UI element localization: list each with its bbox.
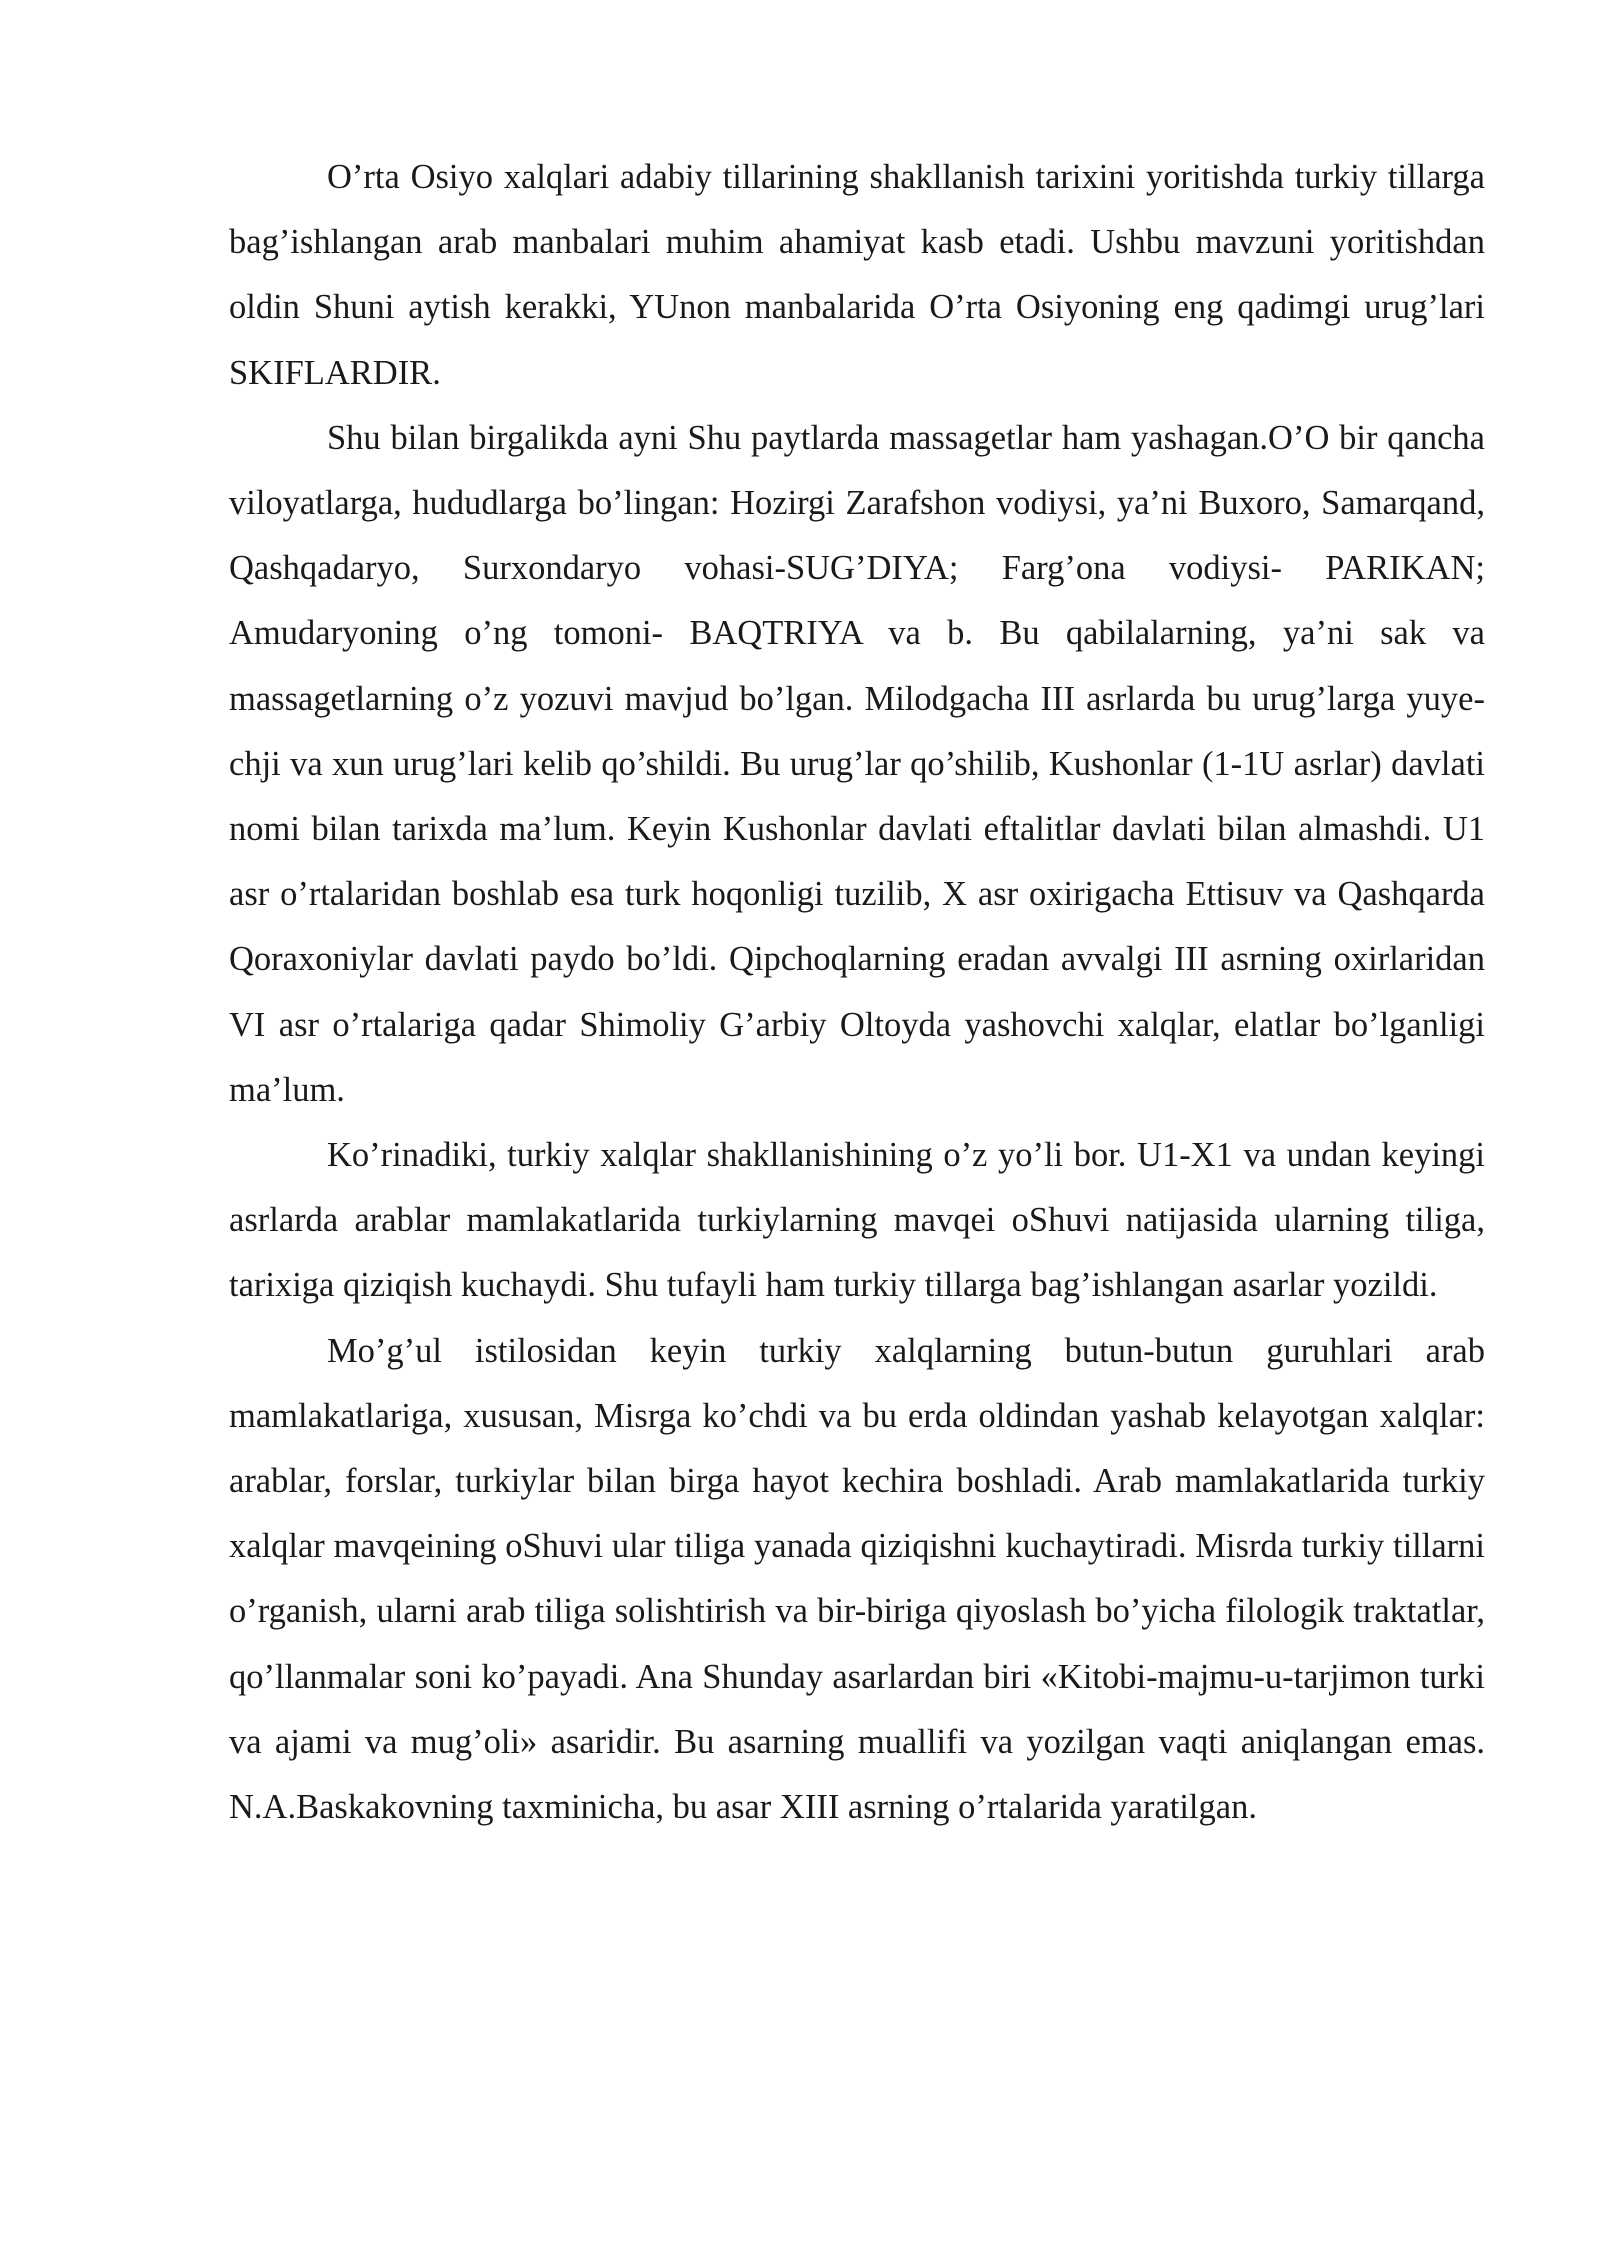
paragraph-1: O’rta Osiyo xalqlari adabiy tillarining shakllanish tarixini yoritishda turkiy tillarga bag’ishlangan arab manbalari muhim ahamiyat kasb etadi. Ushbu mavzuni yoritishdan oldin Shuni aytish kerakki, YUnon manbalarida O’rta Osiyoning eng qadimgi urug’lari SKIFLARDIR.	[229, 158, 1485, 392]
paragraph-3: Ko’rinadiki, turkiy xalqlar shakllanishining o’z yo’li bor. U1-X1 va undan keyingi asrlarda arablar mamlakatlarida turkiylarning mavqei oShuvi natijasida ularning tiliga, tarixiga qiziqish kuchaydi. Shu tufayli ham turkiy tillarga bag’ishlangan asarlar yozildi.	[229, 1136, 1485, 1305]
document-body	[229, 145, 1485, 1840]
paragraph-4: Mo’g’ul istilosidan keyin turkiy xalqlarning butun-butun guruhlari arab mamlakatlariga, xususan, Misrga ko’chdi va bu erda oldindan yashab kelayotgan xalqlar: arablar, forslar, turkiylar bilan birga hayot kechira boshladi. Arab mamlakatlarida turkiy xalqlar mavqeining oShuvi ular tiliga yanada qiziqishni kuchaytiradi. Misrda turkiy tillarni o’rganish, ularni arab tiliga solishtirish va bir-biriga qiyoslash bo’yicha filologik traktatlar, qo’llanmalar soni ko’payadi. Ana Shunday asarlardan biri «Kitobi-majmu-u-tarjimon turki va ajami va mug’oli» asaridir. Bu asarning muallifi va yozilgan vaqti aniqlangan emas. N.A.Baskakovning taxminicha, bu asar XIII asrning o’rtalarida yaratilgan.	[229, 1331, 1485, 1827]
paragraph-2: Shu bilan birgalikda ayni Shu paytlarda massagetlar ham yashagan.O’O bir qancha viloyatlarga, hududlarga bo’lingan: Hozirgi Zarafshon vodiysi, ya’ni Buxoro, Samarqand, Qashqadaryo, Surxondaryo vohasi-SUG’DIYA; Farg’ona vodiysi- PARIKAN; Amudaryoning o’ng tomoni- BAQTRIYA va b. Bu qabilalarning, ya’ni sak va massagetlarning o’z yozuvi mavjud bo’lgan. Milodgacha III asrlarda bu urug’larga yuye-chji va xun urug’lari kelib qo’shildi. Bu urug’lar qo’shilib, Kushonlar (1-1U asrlar) davlati nomi bilan tarixda ma’lum. Keyin Kushonlar davlati eftalitlar davlati bilan almashdi. U1 asr o’rtalaridan boshlab esa turk hoqonligi tuzilib, X asr oxirigacha Ettisuv va Qashqarda Qoraxoniylar davlati paydo bo’ldi. Qipchoqlarning eradan avvalgi III asrning oxirlaridan VI asr o’rtalariga qadar Shimoliy G’arbiy Oltoyda yashovchi xalqlar, elatlar bo’lganligi ma’lum.	[229, 418, 1485, 1109]
